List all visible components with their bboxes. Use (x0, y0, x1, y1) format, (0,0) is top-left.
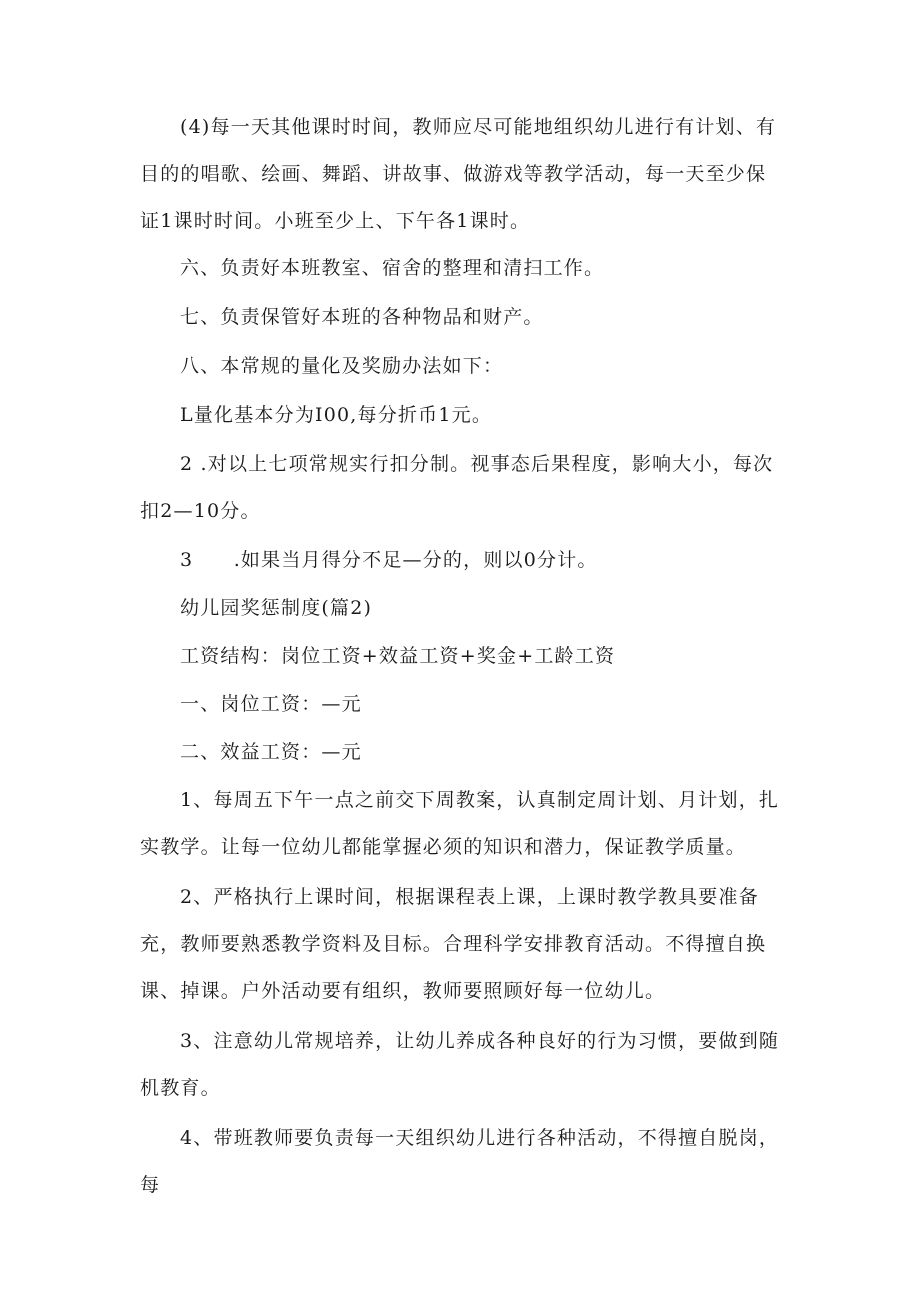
paragraph-item-7: 七、负责保管好本班的各种物品和财产。 (180, 306, 544, 328)
paragraph-performance-salary: 二、效益工资：—元 (180, 741, 362, 763)
section-heading-part2: 幼儿园奖惩制度(篇2) (180, 597, 373, 619)
paragraph-rule-4: 4、带班教师要负责每一天组织幼儿进行各种活动，不得擅自脱岗，每 (140, 1127, 780, 1196)
paragraph-rule-2: 2、严格执行上课时间，根据课程表上课，上课时教学教具要准备充，教师要熟悉教学资料及目标。合理科学安排教育活动。不得擅自换课、掉课。户外活动要有组织，教师要照顾好每一位幼儿。 (140, 886, 767, 1002)
paragraph-zero-score-rule: 3 .如果当月得分不足—分的，则以0分计。 (180, 549, 598, 571)
paragraph-item-6: 六、负责好本班教室、宿舍的整理和清扫工作。 (180, 257, 605, 279)
paragraph-item-8: 八、本常规的量化及奖励办法如下： (180, 355, 504, 377)
paragraph-rule-1: 1、每周五下午一点之前交下周教案，认真制定周计划、月计划，扎实教学。让每一位幼儿都能掌握必须的知识和潜力，保证教学质量。 (140, 789, 780, 858)
paragraph-base-score: L量化基本分为I00,每分折币1元。 (180, 404, 493, 426)
paragraph-rule-3: 3、注意幼儿常规培养，让幼儿养成各种良好的行为习惯，要做到随机教育。 (140, 1030, 780, 1099)
paragraph-deduction-rule: 2 .对以上七项常规实行扣分制。视事态后果程度，影响大小，每次扣2—10分。 (140, 453, 774, 522)
paragraph-salary-structure: 工资结构：岗位工资+效益工资+奖金+工龄工资 (180, 645, 616, 667)
paragraph-activity-time: (4)每一天其他课时时间，教师应尽可能地组织幼儿进行有计划、有目的的唱歌、绘画、舞蹈、讲故事、做游戏等教学活动，每一天至少保证1课时时间。小班至少上、下午各1课时。 (140, 116, 777, 232)
paragraph-position-salary: 一、岗位工资：—元 (180, 693, 362, 715)
